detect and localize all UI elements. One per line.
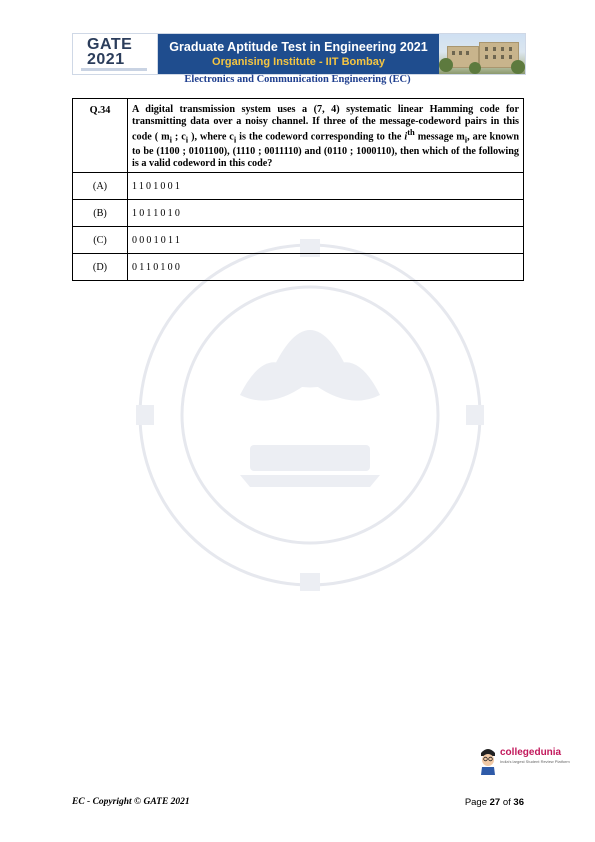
exam-title: Graduate Aptitude Test in Engineering 2021 [169, 39, 428, 54]
question-number: Q.34 [73, 99, 128, 173]
page-current: 27 [489, 797, 501, 808]
question-text-part: m [158, 131, 170, 143]
page-of: of [500, 797, 514, 808]
option-label: (B) [73, 200, 128, 227]
question-text [128, 99, 524, 173]
window [493, 55, 496, 59]
window [452, 51, 455, 55]
window [459, 51, 462, 55]
option-value: 0001011 [128, 227, 524, 254]
gate-logo-word: GATE [87, 36, 133, 53]
window [466, 51, 469, 55]
window [501, 47, 504, 51]
tree [439, 58, 453, 72]
window [509, 47, 512, 51]
subscript-i: i [169, 134, 172, 145]
option-label: (A) [73, 173, 128, 200]
subject-title: Electronics and Communication Engineering (EC) [184, 74, 411, 85]
footer-copyright: EC - Copyright © GATE 2021 [72, 797, 190, 807]
message-codeword-pair-3: (0110 ; 1000110) [323, 146, 395, 158]
mascot-icon [478, 745, 498, 775]
option-value: 1011010 [128, 200, 524, 227]
campus-photo [439, 34, 525, 74]
question-row [73, 99, 524, 173]
page-prefix: Page [464, 797, 490, 808]
question-table [72, 98, 524, 281]
iitb-emblem-watermark [120, 225, 500, 605]
window [493, 47, 496, 51]
subscript-i: i [185, 134, 189, 145]
collegedunia-tagline: India's largest Student Review Platform [500, 759, 570, 764]
footer-page-number [465, 797, 524, 808]
tree [511, 60, 525, 74]
message-codeword-pair-1: (1100 ; 0101100), [156, 146, 230, 158]
question-text-part: A digital transmission system uses a [132, 104, 314, 115]
code-parameters: (7, 4) [313, 104, 340, 115]
option-row-c [73, 227, 524, 254]
option-label: (D) [73, 254, 128, 281]
collegedunia-logo [478, 745, 578, 779]
header-banner [72, 33, 526, 75]
option-value: 0110100 [128, 254, 524, 281]
window [485, 55, 488, 59]
organising-institute: Organising Institute - IIT Bombay [212, 55, 385, 68]
question-text-part: and [301, 146, 324, 158]
question-text-part: , are known to be [132, 131, 519, 158]
question-text-part: ), where c [188, 131, 234, 143]
option-row-b [73, 200, 524, 227]
option-value: 1101001 [128, 173, 524, 200]
gate-logo [73, 34, 158, 74]
window [509, 55, 512, 59]
subscript-i: i [464, 134, 468, 145]
page-total: 36 [513, 797, 524, 808]
tree [469, 62, 481, 74]
gate-logo-tagline [81, 68, 147, 71]
ith-index: i [404, 131, 408, 143]
option-row-d [73, 254, 524, 281]
subscript-i: i [233, 134, 237, 145]
window [485, 47, 488, 51]
banner-titles [158, 34, 439, 74]
superscript-th: th [407, 127, 415, 138]
option-label: (C) [73, 227, 128, 254]
collegedunia-brand: collegedunia [500, 747, 562, 758]
window [501, 55, 504, 59]
question-text-part: message m [414, 131, 465, 143]
option-row-a [73, 173, 524, 200]
message-codeword-pair-2: (1110 ; 0011110) [232, 146, 302, 158]
question-text-part: is the codeword corresponding to the [236, 131, 405, 143]
question-text-part: , then which of the following is a valid codeword in this code? [132, 146, 519, 169]
question-text-part: systematic linear Hamming code for transmitting data over a noisy channel. If three of the message-codeword pairs in this code ( [132, 104, 519, 143]
question-text-part: ; c [171, 131, 186, 143]
gate-logo-year: 2021 [87, 51, 125, 68]
